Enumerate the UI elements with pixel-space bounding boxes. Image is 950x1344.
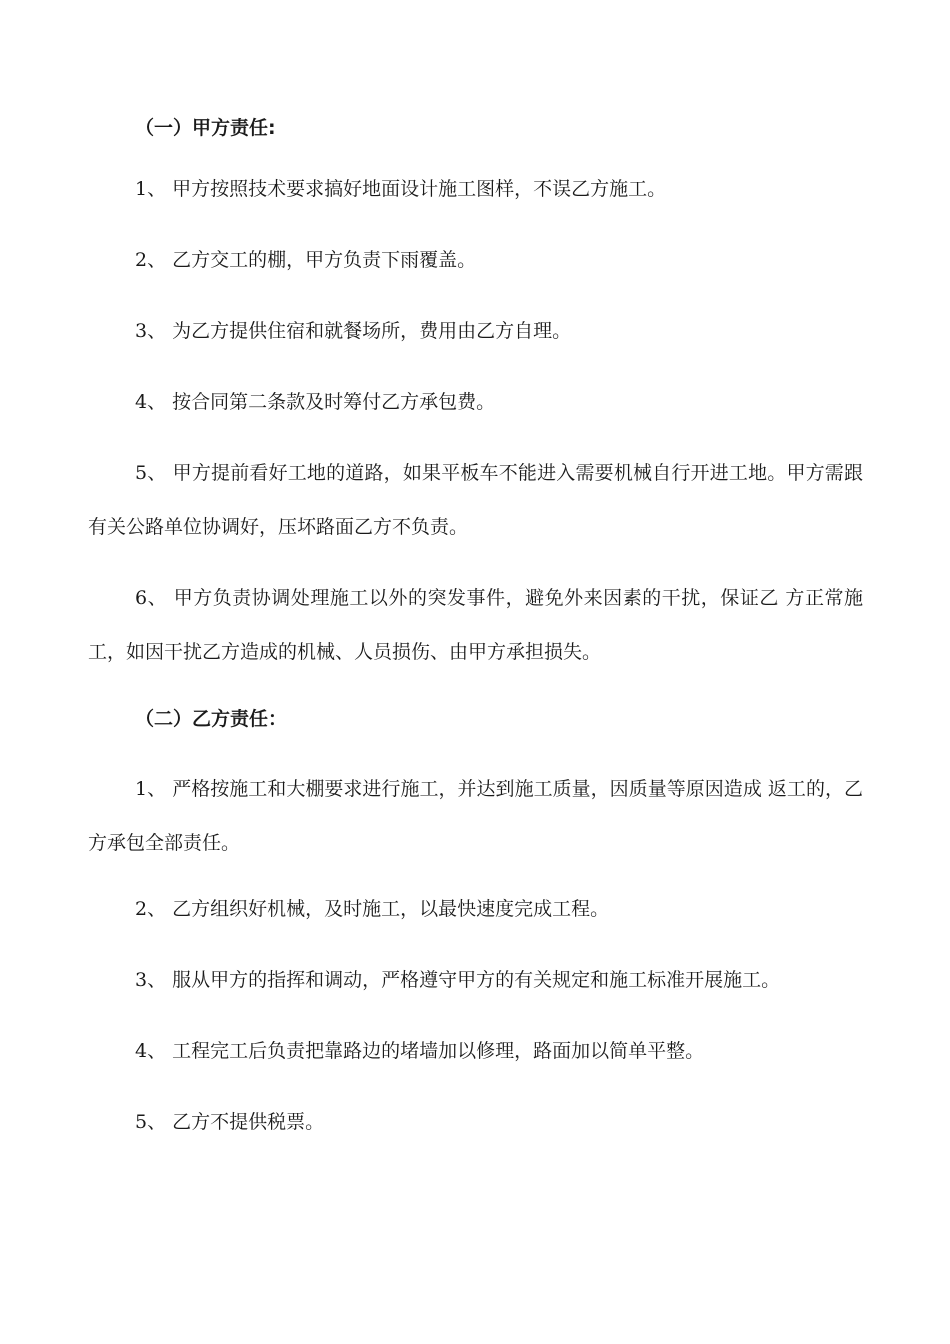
section-heading-party-a: （一）甲方责任: bbox=[135, 117, 276, 139]
section-heading-party-b: （二）乙方责任： bbox=[135, 708, 288, 730]
party-a-clause-1: 1、 甲方按照技术要求搞好地面设计施工图样，不误乙方施工。 bbox=[135, 178, 667, 200]
party-b-clause-1: 1、 严格按施工和大棚要求进行施工，并达到施工质量，因质量等原因造成 返工的，乙方承包全部责任。 bbox=[88, 778, 863, 854]
party-b-clause-5: 5、 乙方不提供税票。 bbox=[135, 1111, 325, 1133]
party-b-clause-4: 4、 工程完工后负责把靠路边的堵墙加以修理，路面加以简单平整。 bbox=[135, 1040, 705, 1062]
party-a-clause-6: 6、 甲方负责协调处理施工以外的突发事件，避免外来因素的干扰，保证乙 方正常施工，如因干扰乙方造成的机械、人员损伤、由甲方承担损失。 bbox=[88, 587, 863, 663]
party-a-clause-5: 5、 甲方提前看好工地的道路，如果平板车不能进入需要机械自行开进工地。甲方需跟有关公路单位协调好，压坏路面乙方不负责。 bbox=[88, 462, 863, 538]
party-b-clause-3: 3、 服从甲方的指挥和调动，严格遵守甲方的有关规定和施工标准开展施工。 bbox=[135, 969, 781, 991]
party-a-clause-4: 4、 按合同第二条款及时筹付乙方承包费。 bbox=[135, 391, 496, 413]
party-b-clause-2: 2、 乙方组织好机械，及时施工，以最快速度完成工程。 bbox=[135, 898, 610, 920]
party-a-clause-3: 3、 为乙方提供住宿和就餐场所，费用由乙方自理。 bbox=[135, 320, 572, 342]
party-a-clause-2: 2、 乙方交工的棚，甲方负责下雨覆盖。 bbox=[135, 249, 477, 271]
